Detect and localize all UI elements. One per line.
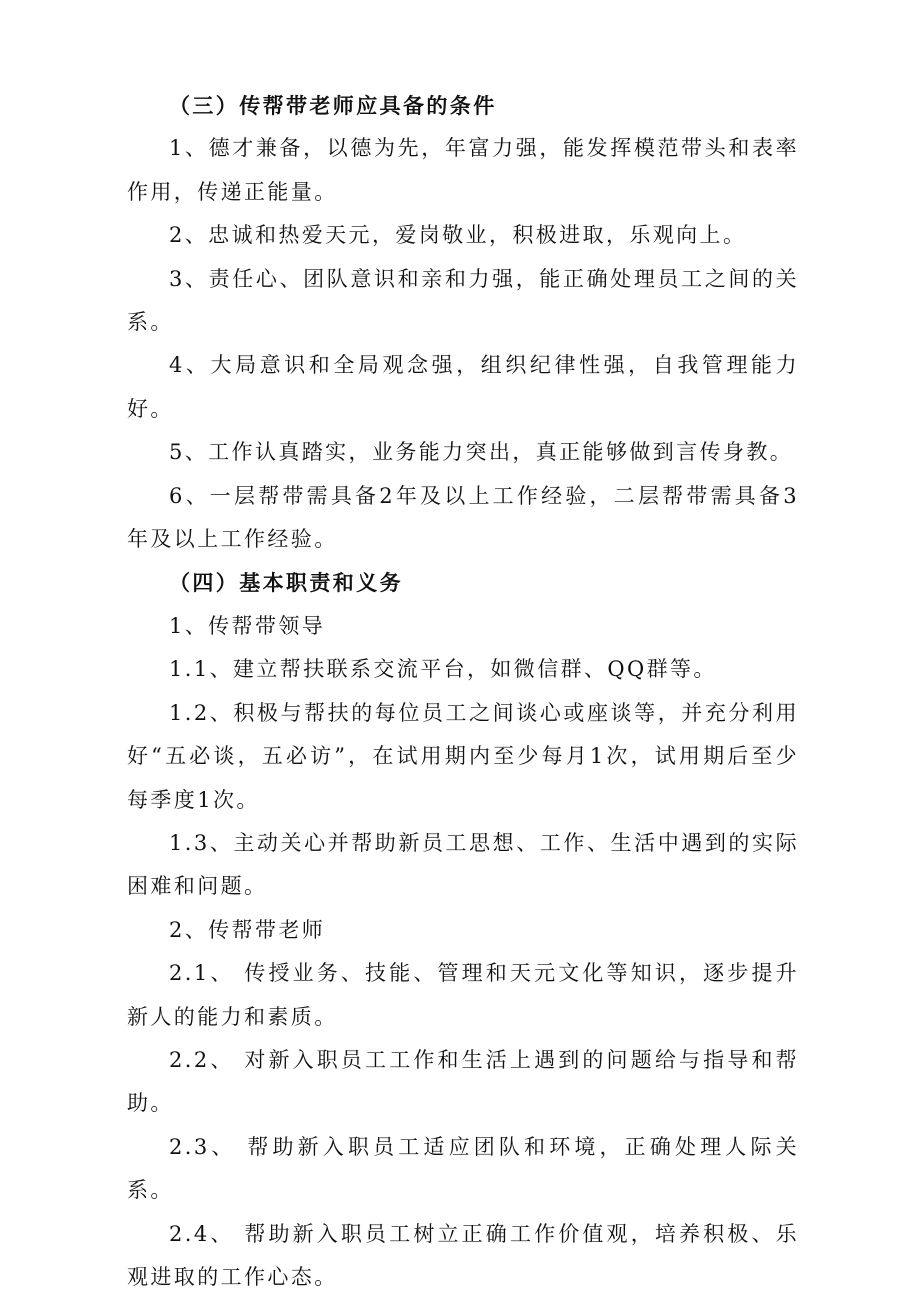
section-heading-conditions: （三）传帮带老师应具备的条件 bbox=[169, 93, 497, 118]
leader-duty-1-1: 1.1、建立帮扶联系交流平台，如微信群、QQ群等。 bbox=[169, 657, 717, 682]
leader-duty-1-2: 1.2、积极与帮扶的每位员工之间谈心或座谈等，并充分利用好“五必谈，五必访”，在试用期内至少每月1次，试用期后至少每季度1次。 bbox=[127, 700, 799, 812]
teacher-duty-2-1: 2.1、 传授业务、技能、管理和天元文化等知识，逐步提升新人的能力和素质。 bbox=[127, 961, 799, 1029]
teacher-duty-2-3: 2.3、 帮助新入职员工适应团队和环境，正确处理人际关系。 bbox=[127, 1134, 799, 1203]
teacher-duty-2-4: 2.4、 帮助新入职员工树立正确工作价值观，培养积极、乐观进取的工作心态。 bbox=[127, 1221, 799, 1289]
condition-item-5: 5、工作认真踏实，业务能力突出，真正能够做到言传身教。 bbox=[169, 440, 794, 465]
leader-duty-1-3: 1.3、主动关心并帮助新员工思想、工作、生活中遇到的实际困难和问题。 bbox=[127, 830, 799, 899]
condition-item-6: 6、一层帮带需具备2年及以上工作经验，二层帮带需具备3年及以上工作经验。 bbox=[127, 483, 799, 552]
subsection-title-teachers: 2、传帮带老师 bbox=[169, 917, 326, 942]
subsection-title-leaders: 1、传帮带领导 bbox=[169, 613, 326, 638]
teacher-duty-2-2: 2.2、 对新入职员工工作和生活上遇到的问题给与指导和帮助。 bbox=[127, 1047, 799, 1116]
condition-item-3: 3、责任心、团队意识和亲和力强，能正确处理员工之间的关系。 bbox=[127, 266, 799, 335]
section-heading-duties: （四）基本职责和义务 bbox=[169, 570, 403, 596]
condition-item-2: 2、忠诚和热爱天元，爱岗敬业，积极进取，乐观向上。 bbox=[169, 223, 747, 248]
document-body bbox=[127, 84, 799, 1299]
condition-item-1: 1、德才兼备，以德为先，年富力强，能发挥模范带头和表率作用，传递正能量。 bbox=[127, 136, 799, 204]
condition-item-4: 4、大局意识和全局观念强，组织纪律性强，自我管理能力好。 bbox=[127, 353, 799, 421]
